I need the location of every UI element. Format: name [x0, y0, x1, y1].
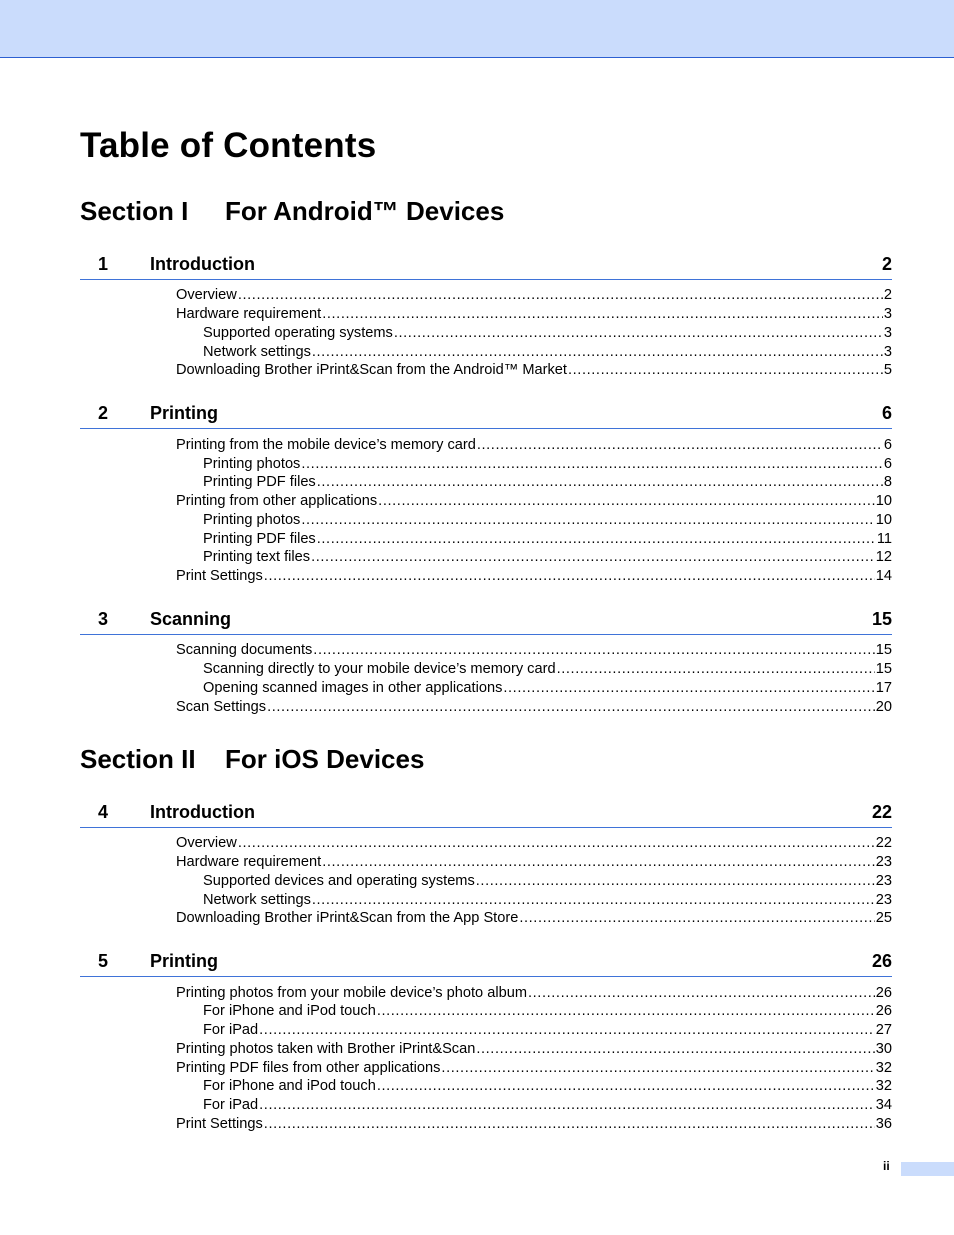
dot-leader — [317, 473, 883, 492]
entry-page: 5 — [883, 362, 892, 378]
dot-leader — [313, 641, 874, 660]
chapter-number: 4 — [98, 802, 109, 822]
entry-text: Overview — [176, 835, 237, 851]
toc-subentry[interactable] — [203, 473, 892, 492]
entry-page: 23 — [875, 854, 892, 870]
entry-page: 8 — [883, 474, 892, 490]
toc-subentry[interactable] — [203, 891, 892, 910]
entry-page: 32 — [875, 1078, 892, 1094]
chapter-page: 26 — [871, 951, 892, 971]
entry-page: 20 — [875, 699, 892, 715]
toc-entry[interactable] — [176, 567, 892, 586]
chapter-page: 6 — [881, 403, 892, 423]
entry-text: For iPhone and iPod touch — [203, 1078, 376, 1094]
entry-page: 25 — [875, 910, 892, 926]
entry-page: 6 — [883, 437, 892, 453]
entry-page: 3 — [883, 344, 892, 360]
entry-page: 22 — [875, 835, 892, 851]
dot-leader — [557, 660, 875, 679]
toc-subentry[interactable] — [203, 1002, 892, 1021]
toc-subentry[interactable] — [203, 660, 892, 679]
entry-page: 6 — [883, 456, 892, 472]
chapter-title: Printing — [150, 951, 218, 971]
toc-entry[interactable] — [176, 1040, 892, 1059]
entry-text: Hardware requirement — [176, 854, 322, 870]
toc-entry[interactable] — [176, 1115, 892, 1134]
entry-page: 17 — [875, 680, 892, 696]
dot-leader — [377, 1002, 875, 1021]
entry-text: Printing PDF files from other applications — [176, 1060, 441, 1076]
chapter-page: 15 — [871, 609, 892, 629]
toc-entry[interactable] — [176, 361, 892, 380]
chapter-page: 22 — [871, 802, 892, 822]
dot-leader — [264, 567, 875, 586]
chapter-number: 5 — [98, 951, 109, 971]
entry-text: Printing photos — [203, 456, 301, 472]
chapter-title: Printing — [150, 403, 218, 423]
entry-text: Supported operating systems — [203, 325, 393, 341]
entry-text: Printing from other applications — [176, 493, 378, 509]
entry-page: 32 — [875, 1060, 892, 1076]
chapter-number: 3 — [98, 609, 109, 629]
entry-text: Printing from the mobile device’s memory card — [176, 437, 476, 453]
toc-subentry[interactable] — [203, 1021, 892, 1040]
dot-leader — [568, 361, 883, 380]
dot-leader — [477, 436, 883, 455]
toc-entry[interactable] — [176, 984, 892, 1003]
dot-leader — [264, 1115, 875, 1134]
dot-leader — [301, 511, 874, 530]
entry-page: 26 — [875, 1003, 892, 1019]
entry-page: 30 — [875, 1041, 892, 1057]
dot-leader — [528, 984, 875, 1003]
entry-text: Print Settings — [176, 1116, 263, 1132]
dot-leader — [377, 1077, 875, 1096]
entry-text: Scan Settings — [176, 699, 267, 715]
toc-entry[interactable] — [176, 286, 892, 305]
toc-subentry[interactable] — [203, 1096, 892, 1115]
toc-chapter-row[interactable] — [80, 254, 892, 280]
toc-entry[interactable] — [176, 436, 892, 455]
chapter-page: 2 — [881, 254, 892, 274]
dot-leader — [476, 1040, 874, 1059]
entry-text: Printing PDF files — [203, 474, 316, 490]
toc-subentry[interactable] — [203, 548, 892, 567]
toc-chapter-row[interactable] — [80, 609, 892, 635]
section-title: For Android™ Devices — [225, 196, 505, 226]
toc-entry[interactable] — [176, 305, 892, 324]
dot-leader — [394, 324, 883, 343]
entry-text: Opening scanned images in other applications — [203, 680, 503, 696]
dot-leader — [311, 548, 875, 567]
entry-text: Supported devices and operating systems — [203, 873, 475, 889]
dot-leader — [312, 891, 875, 910]
toc-chapter-row[interactable] — [80, 802, 892, 828]
entry-text: Printing PDF files — [203, 531, 316, 547]
chapter-number: 2 — [98, 403, 109, 423]
entry-text: For iPad — [203, 1022, 259, 1038]
entry-text: Scanning documents — [176, 642, 313, 658]
entry-page: 10 — [875, 512, 892, 528]
entry-text: Printing photos — [203, 512, 301, 528]
entry-page: 23 — [875, 892, 892, 908]
entry-page: 3 — [883, 306, 892, 322]
toc-entry[interactable] — [176, 492, 892, 511]
toc-entry[interactable] — [176, 641, 892, 660]
dot-leader — [259, 1021, 875, 1040]
entry-text: Printing text files — [203, 549, 311, 565]
entry-page: 11 — [876, 531, 892, 547]
chapter-title: Scanning — [150, 609, 232, 629]
toc-chapter-row[interactable] — [80, 403, 892, 429]
entry-page: 15 — [875, 642, 892, 658]
entry-page: 12 — [875, 549, 892, 565]
entry-text: Printing photos from your mobile device’s photo album — [176, 985, 527, 1001]
entry-text: Print Settings — [176, 568, 263, 584]
entry-text: Network settings — [203, 344, 311, 360]
entry-text: Downloading Brother iPrint&Scan from the Android™ Market — [176, 362, 567, 378]
entry-page: 34 — [875, 1097, 892, 1113]
entry-page: 36 — [875, 1116, 892, 1132]
dot-leader — [267, 698, 875, 717]
section-heading — [80, 196, 504, 227]
toc-entry[interactable] — [176, 1059, 892, 1078]
entry-text: Scanning directly to your mobile device’s memory card — [203, 661, 556, 677]
toc-chapter-row[interactable] — [80, 951, 892, 977]
entry-text: For iPad — [203, 1097, 259, 1113]
page-title: Table of Contents — [80, 126, 377, 165]
chapter-title: Introduction — [150, 254, 255, 274]
dot-leader — [519, 909, 874, 928]
dot-leader — [317, 530, 876, 549]
dot-leader — [259, 1096, 875, 1115]
section-number: Section I — [80, 196, 189, 226]
dot-leader — [238, 834, 875, 853]
section-number: Section II — [80, 744, 196, 774]
dot-leader — [441, 1059, 874, 1078]
dot-leader — [503, 679, 874, 698]
entry-page: 3 — [883, 325, 892, 341]
entry-text: Overview — [176, 287, 237, 303]
entry-page: 2 — [883, 287, 892, 303]
toc-entry[interactable] — [176, 853, 892, 872]
toc-subentry[interactable] — [203, 455, 892, 474]
chapter-title: Introduction — [150, 802, 255, 822]
dot-leader — [322, 305, 883, 324]
entry-page: 10 — [875, 493, 892, 509]
section-title: For iOS Devices — [225, 744, 425, 774]
toc-entry[interactable] — [176, 698, 892, 717]
dot-leader — [301, 455, 883, 474]
entry-page: 14 — [875, 568, 892, 584]
dot-leader — [476, 872, 875, 891]
toc-subentry[interactable] — [203, 324, 892, 343]
toc-entry[interactable] — [176, 909, 892, 928]
chapter-number: 1 — [98, 254, 109, 274]
footer-tab — [901, 1162, 954, 1176]
dot-leader — [312, 343, 883, 362]
dot-leader — [322, 853, 875, 872]
entry-text: Hardware requirement — [176, 306, 322, 322]
entry-text: Downloading Brother iPrint&Scan from the App Store — [176, 910, 519, 926]
toc-subentry[interactable] — [203, 343, 892, 362]
toc-subentry[interactable] — [203, 511, 892, 530]
page-number: ii — [883, 1159, 890, 1173]
entry-page: 15 — [875, 661, 892, 677]
entry-page: 23 — [875, 873, 892, 889]
dot-leader — [238, 286, 883, 305]
section-heading — [80, 744, 424, 775]
entry-text: Printing photos taken with Brother iPrint&Scan — [176, 1041, 476, 1057]
toc-subentry[interactable] — [203, 1077, 892, 1096]
toc-subentry[interactable] — [203, 679, 892, 698]
toc-subentry[interactable] — [203, 530, 892, 549]
toc-entry[interactable] — [176, 834, 892, 853]
toc-subentry[interactable] — [203, 872, 892, 891]
entry-page: 27 — [875, 1022, 892, 1038]
entry-page: 26 — [875, 985, 892, 1001]
entry-text: For iPhone and iPod touch — [203, 1003, 376, 1019]
header-band — [0, 0, 954, 58]
entry-text: Network settings — [203, 892, 311, 908]
dot-leader — [378, 492, 875, 511]
